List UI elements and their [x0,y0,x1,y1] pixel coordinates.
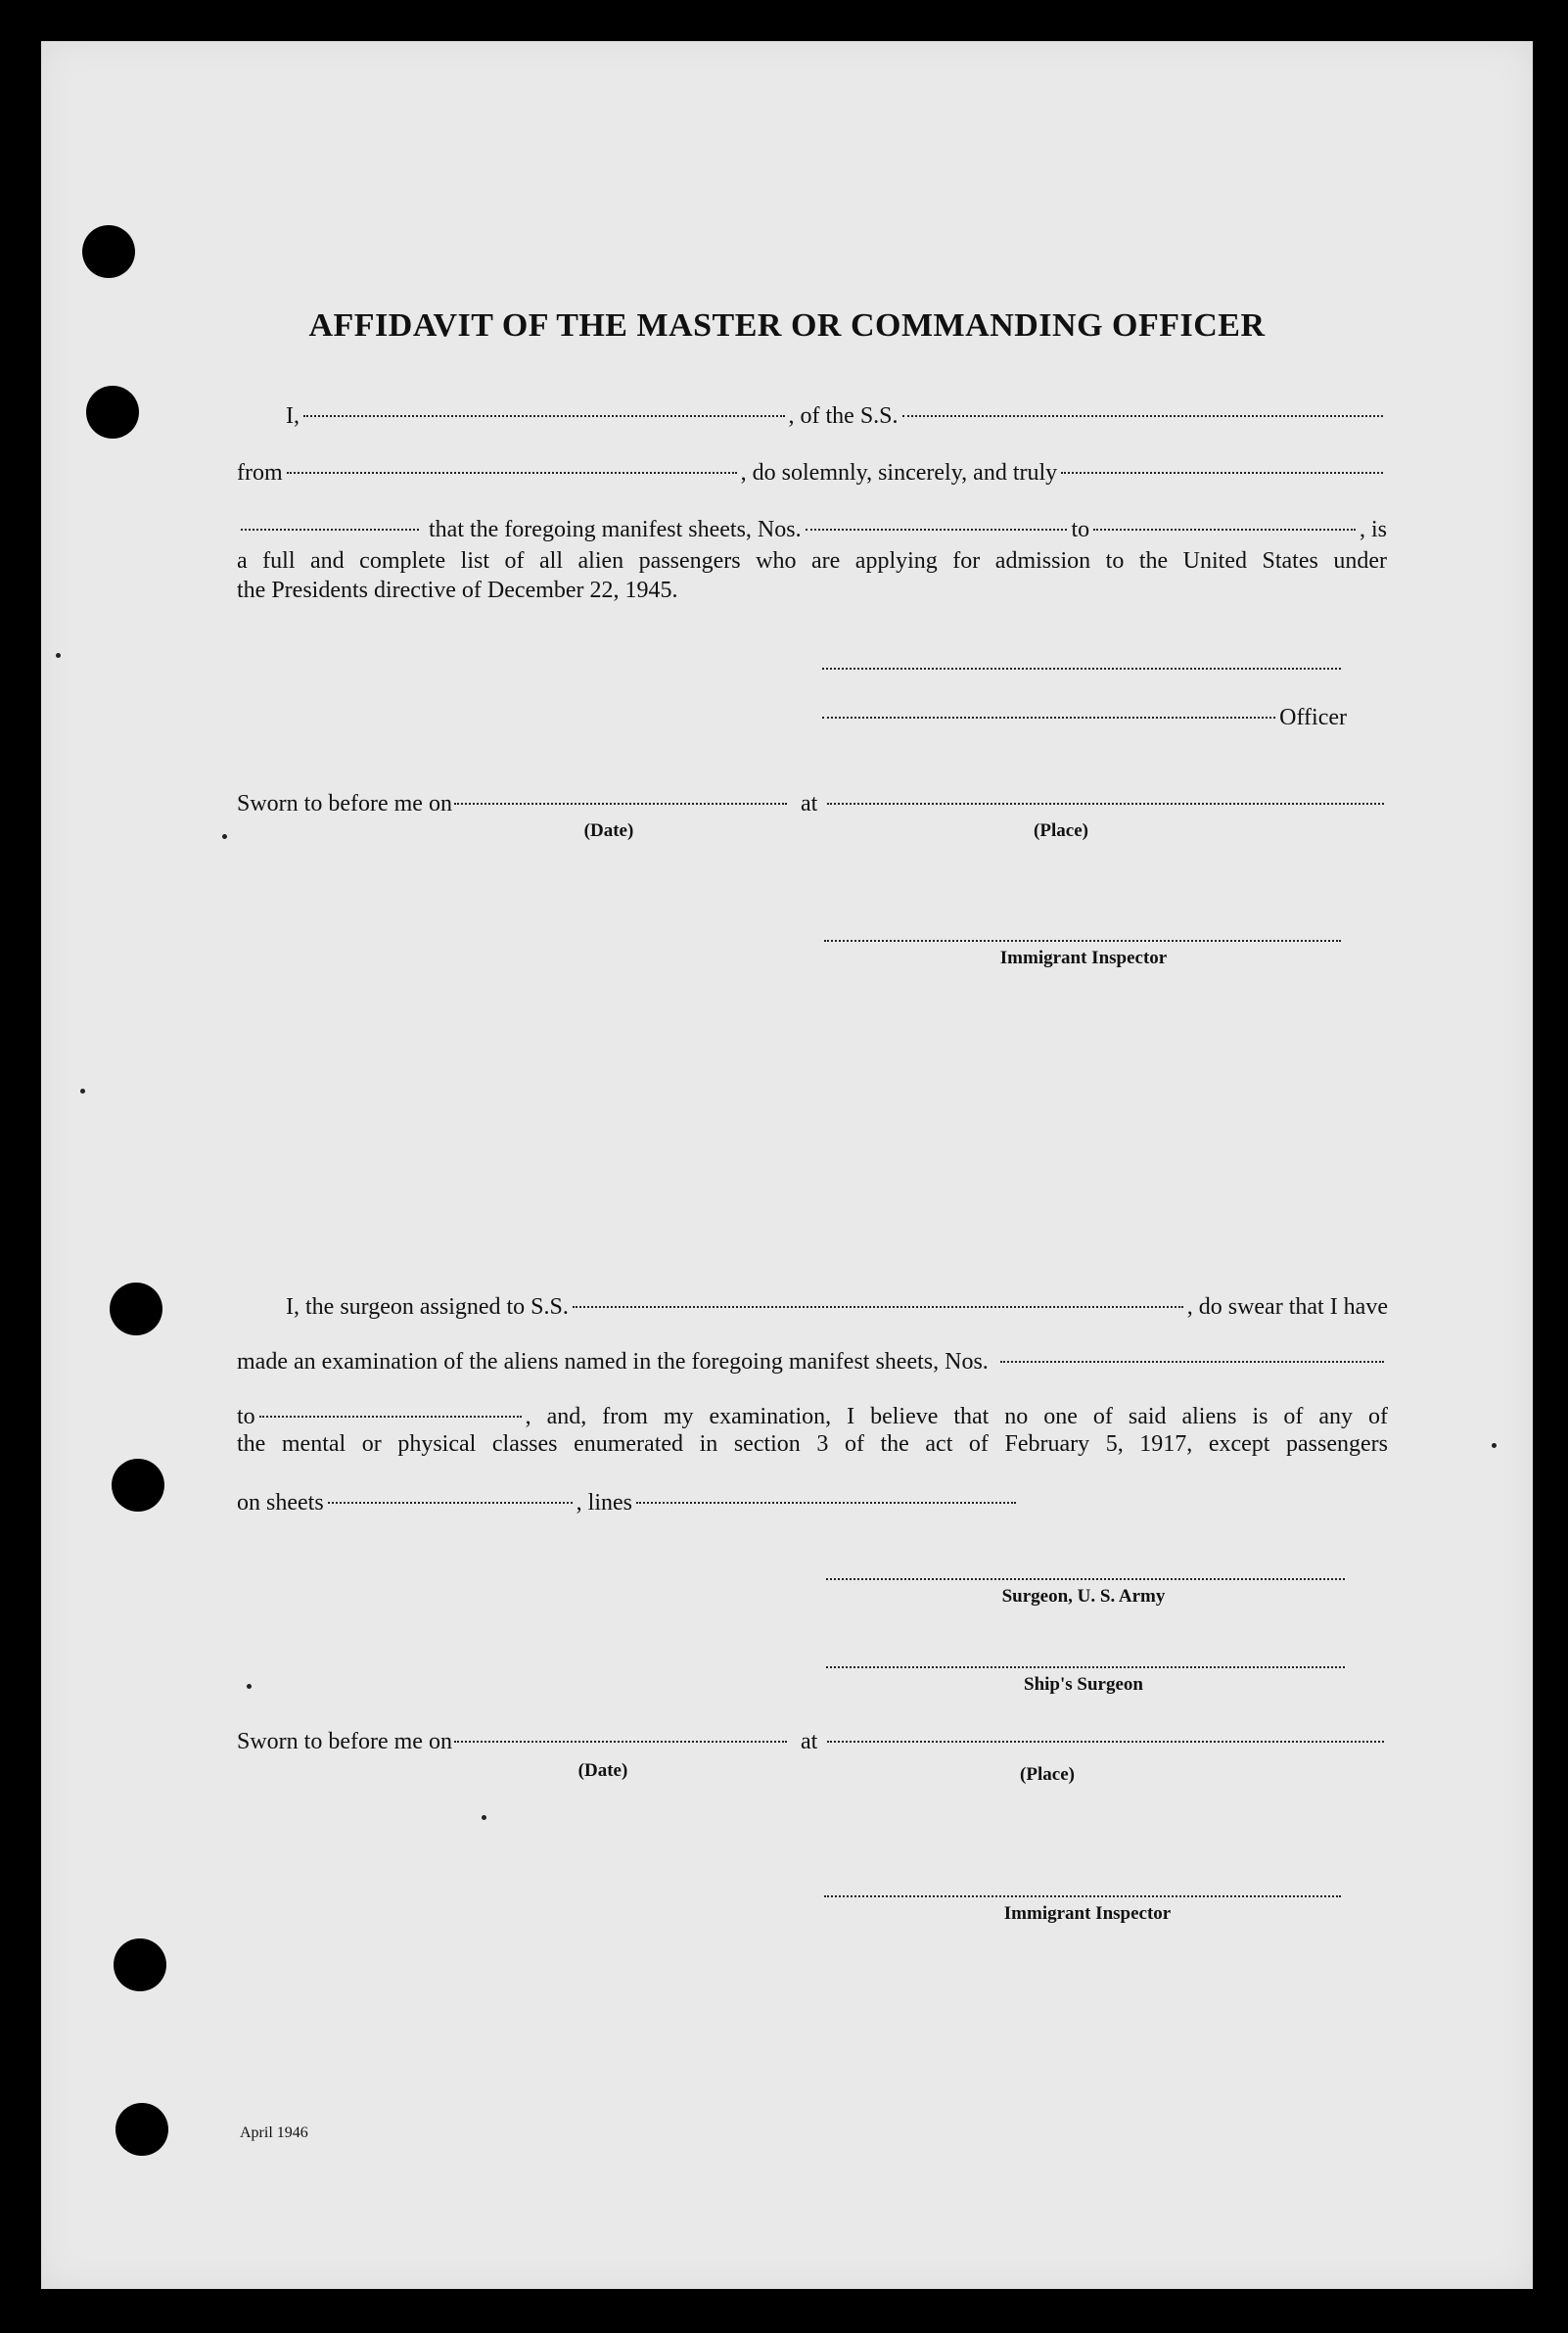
master-inspector-label: Immigrant Inspector [999,948,1168,968]
surgeon-sheets-from-field[interactable] [1000,1361,1384,1363]
sheets-to-field[interactable] [1093,529,1356,531]
master-line-2-start: from [237,460,283,486]
except-lines-field[interactable] [636,1502,1016,1504]
master-date-caption: (Date) [583,820,634,841]
master-inspector-signature-line[interactable] [824,940,1341,942]
master-place-caption: (Place) [1034,820,1088,841]
surgeon-ship-field[interactable] [573,1306,1183,1308]
ship-name-field[interactable] [902,415,1384,417]
surgeon-line-3-end: , and, from my examination, I believe that no one of said aliens is of any of [525,1404,1388,1429]
surgeon-line-2 [237,1349,1388,1376]
surgeon-date-caption: (Date) [577,1760,628,1781]
surgeon-line-1-start: I, the surgeon assigned to S.S. [286,1294,569,1320]
surgeon-sworn-at: at [800,1729,818,1754]
speck [80,1089,85,1094]
officer-label: Officer [1279,705,1347,730]
sheets-from-field[interactable] [806,529,1068,531]
army-surgeon-signature-line[interactable] [826,1578,1345,1580]
surgeon-line-1 [286,1294,1388,1321]
master-line-4: a full and complete list of all alien passengers who are applying for admission to the United States under [237,548,1387,574]
master-sworn-date-field[interactable] [454,803,787,805]
surgeon-line-5 [237,1490,1020,1516]
master-line-1 [286,403,1387,430]
surgeon-place-caption: (Place) [1020,1764,1075,1785]
surgeon-sworn-prefix: Sworn to before me on [237,1729,452,1754]
master-name-field[interactable] [303,415,785,417]
oath-continued-field[interactable] [241,529,419,531]
affidavit-title: AFFIDAVIT OF THE MASTER OR COMMANDING OFFICER [308,307,1266,344]
master-sworn-place-field[interactable] [827,803,1384,805]
surgeon-line-3 [237,1404,1388,1430]
master-sworn-line [237,791,1388,817]
master-sworn-at: at [800,791,818,817]
master-line-1-mid: , of the S.S. [788,403,899,429]
punch-hole [115,2103,168,2156]
punch-hole [86,386,139,439]
surgeon-line-5-start: on sheets [237,1490,324,1516]
master-line-3-mid: that the foregoing manifest sheets, Nos. [429,517,802,542]
punch-hole [114,1938,166,1991]
from-port-field[interactable] [287,472,737,474]
surgeon-inspector-signature-line[interactable] [824,1895,1341,1897]
punch-hole [82,225,135,278]
speck [56,653,61,658]
surgeon-sworn-line [237,1729,1388,1755]
speck [482,1815,486,1820]
surgeon-line-4: the mental or physical classes enumerated in section 3 of the act of February 5, 1917, except passengers [237,1431,1388,1457]
form-page [41,41,1533,2289]
punch-hole [110,1283,162,1335]
surgeon-sworn-date-field[interactable] [454,1741,787,1743]
ship-surgeon-label: Ship's Surgeon [1024,1674,1143,1695]
surgeon-inspector-label: Immigrant Inspector [1003,1903,1172,1924]
surgeon-line-1-end: , do swear that I have [1186,1294,1388,1320]
master-line-5: the Presidents directive of December 22, 1945. [237,578,678,603]
officer-signature-line-2[interactable] [822,717,1275,719]
master-sworn-prefix: Sworn to before me on [237,791,452,817]
army-surgeon-label: Surgeon, U. S. Army [1001,1586,1166,1607]
except-sheets-field[interactable] [328,1502,573,1504]
surgeon-line-5-mid: , lines [576,1490,632,1516]
master-line-2-mid: , do solemnly, sincerely, and truly [740,460,1058,486]
ship-surgeon-signature-line[interactable] [826,1666,1345,1668]
form-revision-date: April 1946 [240,2124,308,2141]
surgeon-line-2-text: made an examination of the aliens named in the foregoing manifest sheets, Nos. [237,1349,989,1375]
speck [247,1684,252,1689]
master-line-1-start: I, [286,403,300,429]
officer-line [818,705,1347,731]
surgeon-sheets-to-field[interactable] [259,1416,522,1418]
oath-field[interactable] [1061,472,1383,474]
officer-signature-line-1[interactable] [822,668,1341,670]
master-line-3 [237,517,1387,543]
master-line-3-end: , is [1360,517,1388,542]
speck [222,834,227,839]
surgeon-sworn-place-field[interactable] [827,1741,1384,1743]
punch-hole [112,1459,164,1512]
speck [1492,1443,1497,1448]
master-line-3-to: to [1071,517,1090,542]
surgeon-line-3-start: to [237,1404,255,1429]
master-line-2 [237,460,1387,487]
